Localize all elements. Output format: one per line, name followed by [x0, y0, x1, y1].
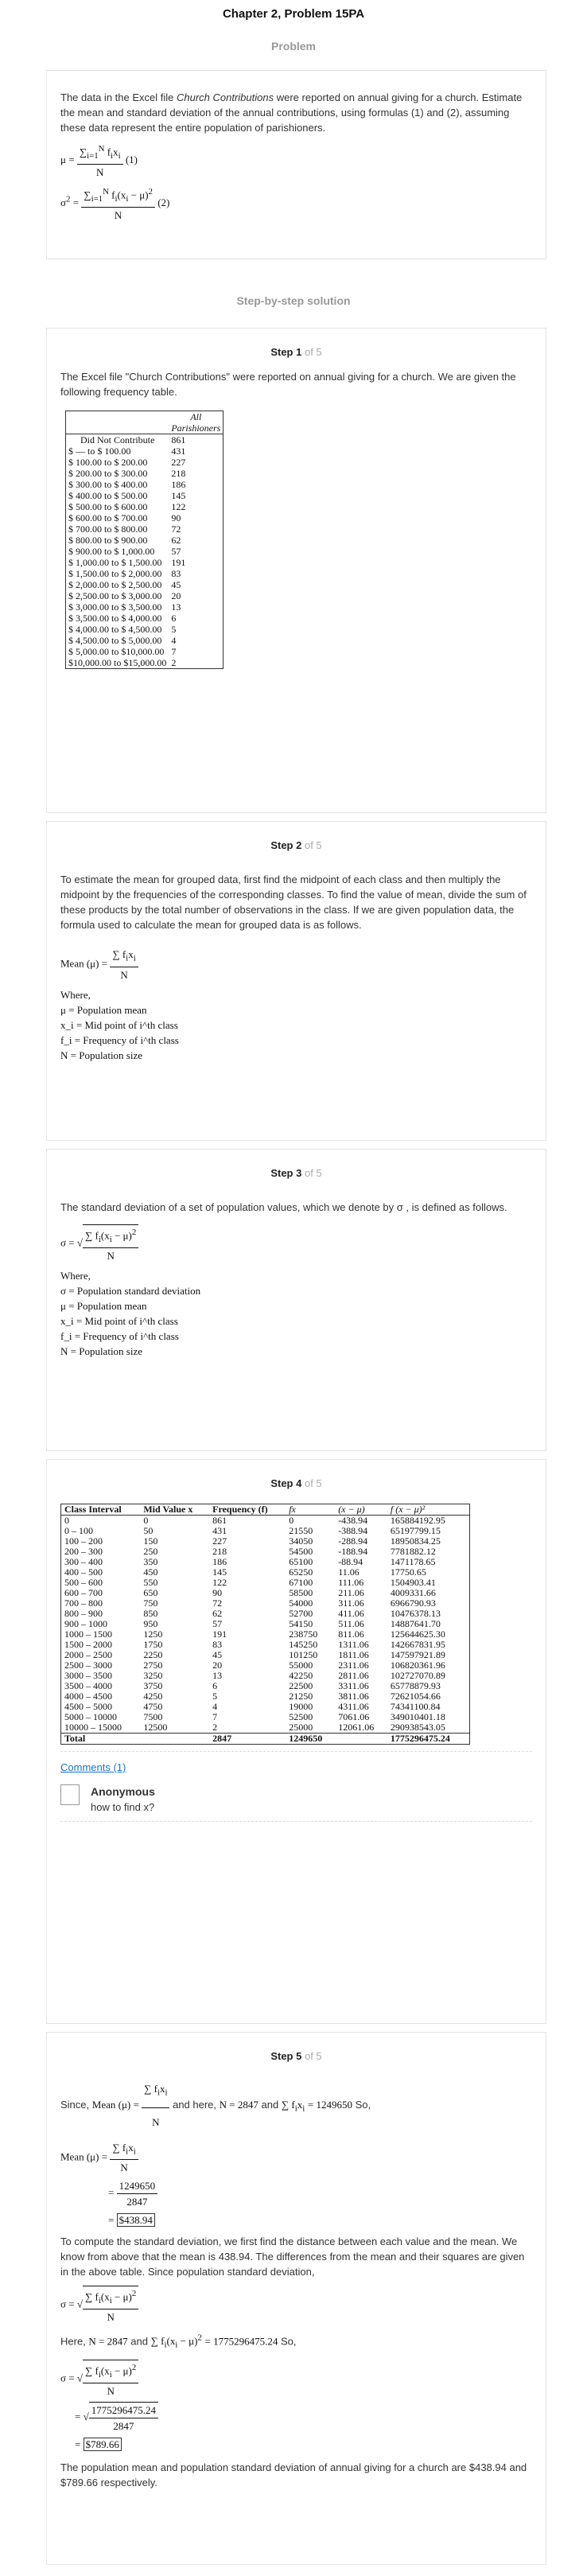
table-cell: 1811.06: [338, 1649, 369, 1660]
table-cell: 102727070.89: [390, 1670, 445, 1681]
table-cell: 3250: [143, 1670, 163, 1681]
frequency-row-count: 431: [171, 446, 186, 457]
sd-calc: σ = √ $\frac{\sum f_i(x_i - \mu)^2}{N}$ = √ $\frac{1775296475.24}{2847}$ = $789.66: [60, 2360, 532, 2452]
table-cell: 62: [212, 1608, 223, 1619]
frequency-row: [66, 601, 224, 613]
def-sigma: σ = Population standard deviation: [60, 1284, 201, 1297]
table-cell: 431: [212, 1525, 227, 1536]
frequency-row-count: 191: [171, 557, 186, 568]
frequency-row-range: $ 900.00 to $ 1,000.00: [68, 546, 155, 557]
table-cell: 3000 – 3500: [64, 1670, 112, 1681]
table-cell: 1504903.41: [390, 1577, 436, 1588]
def-mu-3: μ = Population mean: [60, 1299, 147, 1312]
step-3-text: The standard deviation of a set of population values, which we denote by σ , is defined as follows.: [60, 1201, 507, 1213]
table-cell: 218: [212, 1546, 227, 1557]
table-cell: 1250: [143, 1628, 163, 1640]
table-cell: 67100: [289, 1577, 313, 1588]
frequency-row-range: $ 4,000.00 to $ 4,500.00: [68, 624, 162, 635]
table-cell: 186: [212, 1556, 227, 1567]
frequency-row: [66, 468, 224, 479]
solution-label: Step-by-step solution: [236, 294, 351, 307]
comment-text: how to find x?: [91, 1801, 155, 1813]
table-cell: 20: [212, 1660, 223, 1671]
table-cell: -288.94: [338, 1535, 368, 1547]
table-cell: -388.94: [338, 1525, 368, 1536]
table-cell: 50: [143, 1525, 154, 1536]
table-cell: 300 – 400: [64, 1556, 103, 1567]
table-cell: 7781882.12: [390, 1546, 436, 1557]
table-cell: 14887641.70: [390, 1618, 441, 1629]
problem-text: The data in the Excel file Church Contributions were reported on annual giving for a church. Estimate the mean and standard deviation of the annual contributions, using formulas (1) and (2), assuming these data represent the entire population of parishioners.: [60, 91, 523, 134]
table-cell: -188.94: [338, 1546, 368, 1557]
frequency-row-count: 62: [171, 535, 181, 546]
table-cell: 13: [212, 1670, 223, 1681]
col-x-minus-mu: (x − μ): [338, 1504, 365, 1515]
frequency-row-count: 72: [171, 523, 181, 535]
table-cell: 349010401.18: [390, 1711, 445, 1722]
col-frequency: Frequency (f): [212, 1504, 268, 1515]
frequency-row-range: $ 100.00 to $ 200.00: [68, 457, 148, 468]
table-cell: 100 – 200: [64, 1535, 103, 1547]
table-cell: 58500: [289, 1587, 313, 1598]
step-5-card: [46, 2032, 546, 2565]
frequency-row: [66, 434, 224, 446]
table-cell: 57: [212, 1618, 223, 1629]
mean-calc: Mean (μ) = $\frac{\sum f_ix_i}{N}$ = $\frac{1249650}{2847}$ = $438.94: [60, 2140, 532, 2228]
table-cell: 125644625.30: [390, 1628, 445, 1640]
table-cell: 4250: [143, 1691, 163, 1702]
frequency-row-count: 5: [171, 624, 177, 635]
step-3-card: [46, 1149, 546, 1451]
step-4-card: [46, 1459, 546, 2024]
table-cell: 2811.06: [338, 1670, 369, 1681]
table-cell: 2250: [143, 1649, 163, 1660]
sd-text: To compute the standard deviation, we first find the distance between each value and the mean. We know from above that the mean is 438.94. The differences from the mean and their squares are given in the above table. Since population standard deviation,: [60, 2236, 525, 2278]
table-cell: 65778879.93: [390, 1680, 441, 1691]
total-label: Total: [64, 1733, 86, 1744]
table-cell: 1500 – 2000: [64, 1639, 112, 1650]
table-cell: 850: [143, 1608, 158, 1619]
table-cell: 65250: [289, 1566, 313, 1578]
chapter-header: Chapter 2, Problem 15PA: [222, 7, 365, 21]
table-cell: 900 – 1000: [64, 1618, 107, 1629]
table-cell: 45: [212, 1649, 223, 1660]
table-cell: 950: [143, 1618, 158, 1629]
table-cell: 4311.06: [338, 1701, 369, 1712]
table-cell: 145: [212, 1566, 227, 1578]
frequency-row-range: $ 200.00 to $ 300.00: [68, 468, 148, 479]
table-cell: 12061.06: [338, 1722, 375, 1733]
table-cell: 17750.65: [390, 1566, 426, 1578]
table-cell: 122: [212, 1577, 227, 1588]
table-cell: 7: [212, 1711, 218, 1722]
table-cell: 311.06: [338, 1597, 364, 1609]
table-cell: 600 – 700: [64, 1587, 103, 1598]
table-cell: 5: [212, 1691, 218, 1702]
problem-card: [46, 70, 546, 259]
def-fi-3: f_i = Frequency of i^th class: [60, 1329, 179, 1342]
frequency-row: [66, 501, 224, 512]
table-cell: 54500: [289, 1546, 313, 1557]
table-cell: 18950834.25: [390, 1535, 441, 1547]
frequency-row-range: $ 600.00 to $ 700.00: [68, 512, 148, 523]
table-cell: 6: [212, 1680, 218, 1691]
table-cell: 165884192.95: [390, 1515, 445, 1526]
table-cell: 4500 – 5000: [64, 1701, 112, 1712]
table-cell: 4000 – 4500: [64, 1691, 112, 1702]
frequency-row-count: 227: [171, 457, 186, 468]
table-cell: 147597921.89: [390, 1649, 445, 1660]
total-mid: [140, 1734, 209, 1745]
frequency-row: [66, 523, 224, 535]
frequency-row: [66, 490, 224, 501]
frequency-row: [66, 479, 224, 490]
table-cell: 7500: [143, 1711, 163, 1722]
table-cell: 3500 – 4000: [64, 1680, 112, 1691]
table-cell: 72621054.66: [390, 1691, 441, 1702]
table-cell: 0: [143, 1515, 149, 1526]
where-label: Where,: [60, 988, 91, 1001]
step-4-title: Step 4 of 5: [270, 1477, 322, 1489]
table-cell: 500 – 600: [64, 1577, 103, 1588]
table-cell: 21550: [289, 1525, 313, 1536]
frequency-row-range: $ 700.00 to $ 800.00: [68, 523, 148, 535]
table-cell: 25000: [289, 1722, 313, 1733]
table-cell: 72: [212, 1597, 223, 1609]
step-2-text: To estimate the mean for grouped data, first find the midpoint of each class and then multiply the midpoint by the frequencies of the corresponding classes. To find the value of mean, divide the sum of these products by the total number of observations in the class. If we are given population data, the formula used to calculate the mean for grouped data is as follows.: [60, 874, 527, 931]
step-1-title: Step 1 of 5: [270, 346, 322, 358]
table-cell: 200 – 300: [64, 1546, 103, 1557]
frequency-row: [66, 512, 224, 523]
frequency-row-count: 57: [171, 546, 181, 557]
frequency-row-range: $ 4,500.00 to $ 5,000.00: [68, 635, 162, 646]
comment: [60, 1784, 532, 1822]
conclusion: The population mean and population standard deviation of annual giving for a church are $438.94 and $789.66 respectively.: [60, 2461, 527, 2488]
col-fx: fx: [289, 1504, 296, 1515]
table-cell: 750: [143, 1597, 158, 1609]
frequency-row-range: $ — to $ 100.00: [68, 446, 131, 457]
col-f-sq: f (x − μ)²: [390, 1504, 426, 1515]
frequency-row-count: 7: [171, 646, 177, 657]
frequency-row-count: 218: [171, 468, 186, 479]
frequency-row-count: 122: [171, 501, 186, 512]
frequency-row: [66, 579, 224, 590]
step-1-card: [46, 328, 546, 813]
table-cell: -438.94: [338, 1515, 368, 1526]
table-cell: 700 – 800: [64, 1597, 103, 1609]
table-cell: 7061.06: [338, 1711, 370, 1722]
frequency-row-range: $ 800.00 to $ 900.00: [68, 535, 148, 546]
table-cell: 550: [143, 1577, 158, 1588]
sd-formula-5: σ = √ $\frac{\sum f_i(x_i - \mu)^2}{N}$: [60, 2286, 532, 2325]
table-cell: 65100: [289, 1556, 313, 1567]
col-mid-value: Mid Value x: [143, 1504, 193, 1515]
table-cell: 227: [212, 1535, 227, 1547]
table-cell: 1471178.65: [390, 1556, 436, 1567]
frequency-row: [66, 457, 224, 468]
table-cell: 450: [143, 1566, 158, 1578]
table-cell: 55000: [289, 1660, 313, 1671]
table-cell: 101250: [289, 1649, 318, 1660]
table-cell: 65197799.15: [390, 1525, 441, 1536]
formula-2: $\sigma^2$ = $\frac{\sum_{i=1}^N f_i(x_i - \mu)^2}{N}$ (2): [60, 185, 532, 223]
total-dev: [335, 1734, 387, 1745]
table-cell: 800 – 900: [64, 1608, 103, 1619]
frequency-row-range: $ 2,500.00 to $ 3,000.00: [68, 590, 162, 601]
def-mu: μ = Population mean: [60, 1003, 147, 1016]
table-cell: 4009331.66: [390, 1587, 436, 1598]
def-xi-3: x_i = Mid point of i^th class: [60, 1314, 178, 1327]
table-cell: 52700: [289, 1608, 313, 1619]
def-n: N = Population size: [60, 1049, 143, 1061]
table-cell: 2311.06: [338, 1660, 369, 1671]
step-2-card: [46, 821, 546, 1141]
problem-label: Problem: [270, 40, 316, 53]
table-cell: 2000 – 2500: [64, 1649, 112, 1660]
table-cell: -88.94: [338, 1556, 363, 1567]
def-xi: x_i = Mid point of i^th class: [60, 1018, 178, 1031]
table-cell: 74341100.84: [390, 1701, 441, 1712]
table-cell: 3750: [143, 1680, 163, 1691]
table-cell: 1750: [143, 1639, 163, 1650]
where-label-3: Where,: [60, 1269, 91, 1282]
frequency-row: [66, 557, 224, 568]
table-cell: 11.06: [338, 1566, 360, 1578]
step-3-title: Step 3 of 5: [270, 1167, 322, 1179]
table-cell: 142667831.95: [390, 1639, 445, 1650]
here-line: Here, N = 2847 and ∑ $f_i(x_i - \mu)^2 = 1775296475.24$ So,: [60, 2333, 297, 2351]
table-cell: 12500: [143, 1722, 168, 1733]
step-5-title: Step 5 of 5: [270, 2050, 322, 2062]
frequency-row: [66, 624, 224, 635]
table-cell: 0: [289, 1515, 294, 1526]
sd-formula: σ = √ $\frac{\sum f_i(x_i - \mu)^2}{N}$: [60, 1224, 532, 1263]
comment-author: Anonymous: [91, 1785, 155, 1798]
frequency-row-range: $ 2,000.00 to $ 2,500.00: [68, 579, 162, 590]
table-cell: 54000: [289, 1597, 313, 1609]
comments-link[interactable]: Comments (1): [60, 1761, 126, 1773]
frequency-row-range: $ 500.00 to $ 600.00: [68, 501, 148, 512]
frequency-row-count: 2: [171, 657, 177, 668]
table-cell: 34050: [289, 1535, 313, 1547]
frequency-row: [66, 646, 224, 657]
table-cell: 250: [143, 1546, 158, 1557]
table-row: [61, 1722, 470, 1734]
frequency-row-count: 6: [171, 613, 177, 624]
total-fsq: 1775296475.24: [390, 1733, 450, 1744]
frequency-row-range: $ 400.00 to $ 500.00: [68, 490, 148, 501]
table-cell: 2500 – 3000: [64, 1660, 112, 1671]
total-frequency: 2847: [212, 1733, 232, 1744]
frequency-row: [66, 568, 224, 579]
frequency-row-count: 145: [171, 490, 186, 501]
since-line: Since, Mean (μ) = $\frac{\sum f_ix_i}{N}$ and here, N = 2847 and ∑ $f_ix_i = 1249650$ So,: [60, 2075, 532, 2137]
table-cell: 400 – 500: [64, 1566, 103, 1578]
frequency-row: [66, 590, 224, 601]
step-2-title: Step 2 of 5: [270, 839, 322, 851]
def-fi: f_i = Frequency of i^th class: [60, 1033, 179, 1046]
table-cell: 19000: [289, 1701, 313, 1712]
frequency-row: [66, 635, 224, 646]
table-cell: 42250: [289, 1670, 313, 1681]
table-cell: 5000 – 10000: [64, 1711, 117, 1722]
frequency-row: [66, 546, 224, 557]
table-cell: 83: [212, 1639, 223, 1650]
table-cell: 511.06: [338, 1618, 364, 1629]
frequency-table: All Parishioners Did Not Contribute 861 $ — to $ 100.00 431 $ 100.00 to $ 200.00 227 $ 200.00 to $ 300.00 218 $ 300.00 to $ 400.00 186 $ 400.00 to $ 500.00 145 $ 500.00 to $ 600.00 122 $ 600.00 to $ 700.00 90 $ 700.00 to $ 800.00 72 $ 800.00 to $ 900.00 62 $ 900.00 to $ 1,000.00 57 $ 1,000.00 to $ 1,500.00 191 $ 1,500.00 to $ 2,000.00 83 $ 2,000.00 to $ 2,500.00 45 $ 2,500.00 to $ 3,000.00 20 $ 3,000.00 to $ 3,500.00 13 $ 3,500.00 to $ 4,000.00 6 $ 4,000.00 to $ 4,500.00 5 $ 4,500.00 to $ 5,000.00 4 $ 5,000.00 to $10,000.00 7 $10,000.00 to $15,000.00 2: [65, 411, 224, 669]
table-cell: 2: [212, 1722, 218, 1733]
table-cell: 4750: [143, 1701, 163, 1712]
frequency-row-count: 13: [171, 601, 181, 613]
frequency-row-range: $ 3,500.00 to $ 4,000.00: [68, 613, 162, 624]
frequency-row-count: 861: [171, 434, 186, 446]
frequency-row-count: 45: [171, 579, 181, 590]
frequency-row-range: $ 5,000.00 to $10,000.00: [68, 646, 165, 657]
total-fx: 1249650: [289, 1733, 323, 1744]
avatar: [60, 1784, 80, 1805]
table-cell: 0 – 100: [64, 1525, 93, 1536]
table-cell: 290938543.05: [390, 1722, 445, 1733]
frequency-row-count: 90: [171, 512, 181, 523]
table-cell: 238750: [289, 1628, 318, 1640]
frequency-row-count: 83: [171, 568, 181, 579]
table-cell: 106820361.96: [390, 1660, 445, 1671]
table-cell: 861: [212, 1515, 227, 1526]
table-cell: 150: [143, 1535, 158, 1547]
table-cell: 811.06: [338, 1628, 364, 1640]
table-cell: 3311.06: [338, 1680, 369, 1691]
table-cell: 3811.06: [338, 1691, 369, 1702]
table-cell: 1311.06: [338, 1639, 369, 1650]
table-cell: 1000 – 1500: [64, 1628, 112, 1640]
frequency-row-range: $ 3,000.00 to $ 3,500.00: [68, 601, 162, 613]
table-cell: 191: [212, 1628, 227, 1640]
frequency-row-count: 20: [171, 590, 181, 601]
frequency-row: [66, 613, 224, 624]
frequency-row-range: $10,000.00 to $15,000.00: [68, 657, 167, 668]
step-1-text: The Excel file "Church Contributions" were reported on annual giving for a church. We are given the following frequency table.: [60, 371, 516, 398]
table-cell: 2750: [143, 1660, 163, 1671]
table-cell: 350: [143, 1556, 158, 1567]
table-cell: 4: [212, 1701, 218, 1712]
table-cell: 211.06: [338, 1587, 364, 1598]
table-cell: 52500: [289, 1711, 313, 1722]
frequency-row: [66, 657, 224, 669]
computation-table: [60, 1504, 470, 1745]
table-cell: 10476378.13: [390, 1608, 441, 1619]
mean-formula: Mean (μ) = $\frac{\sum f_ix_i}{N}$: [60, 947, 532, 983]
frequency-row: [66, 446, 224, 457]
frequency-row-range: $ 1,000.00 to $ 1,500.00: [68, 557, 162, 568]
def-n-3: N = Population size: [60, 1344, 143, 1357]
table-cell: 650: [143, 1587, 158, 1598]
table-row: [61, 1516, 470, 1527]
mean-answer: $438.94: [117, 2213, 155, 2227]
frequency-row-range: Did Not Contribute: [80, 434, 155, 446]
table-cell: 111.06: [338, 1577, 364, 1588]
frequency-row-count: 4: [171, 635, 177, 646]
table-cell: 10000 – 15000: [64, 1722, 122, 1733]
table-cell: 6966790.93: [390, 1597, 436, 1609]
frequency-row-range: $ 1,500.00 to $ 2,000.00: [68, 568, 162, 579]
frequency-row: [66, 535, 224, 546]
table-cell: 21250: [289, 1691, 313, 1702]
table-cell: 411.06: [338, 1608, 364, 1619]
table-cell: 145250: [289, 1639, 318, 1650]
table-cell: 0: [64, 1515, 69, 1526]
sd-answer: $789.66: [84, 2438, 122, 2451]
col-class-interval: Class Interval: [64, 1504, 122, 1515]
frequency-row-range: $ 300.00 to $ 400.00: [68, 479, 148, 490]
formula-1: μ = $\frac{\sum_{i=1}^N f_ix_i}{N}$ (1): [60, 142, 532, 180]
table-cell: 54150: [289, 1618, 313, 1629]
frequency-row-count: 186: [171, 479, 186, 490]
table-cell: 90: [212, 1587, 223, 1598]
table-cell: 22500: [289, 1680, 313, 1691]
